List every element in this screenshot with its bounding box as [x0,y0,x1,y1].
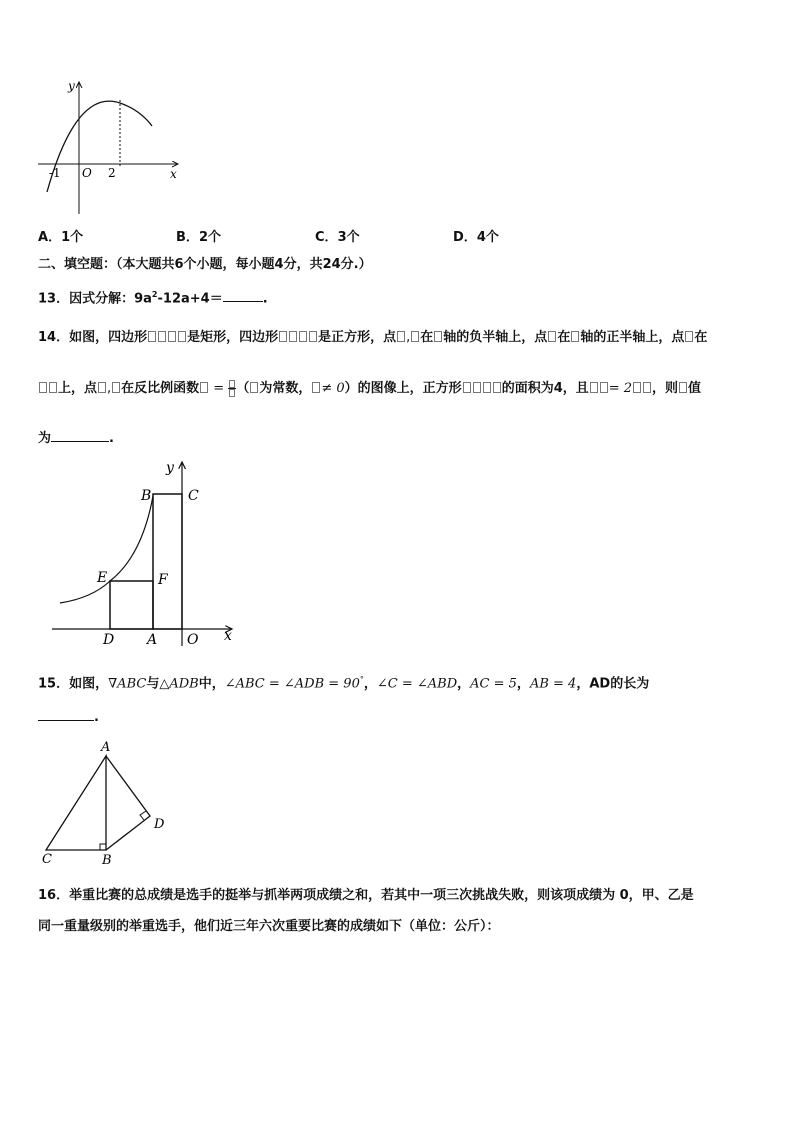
label-d: D [103,632,115,648]
x-axis-label: x [224,628,232,644]
option-a: A．1个 [38,230,84,245]
question-14-line2: 上，点 , 在反比例函数 = （ 为常数， ≠ 0）的图像上，正方形 的面积为4，且 = 2 ，则 值 [38,380,701,398]
answer-blank [38,707,94,721]
option-c: C．3个 [315,230,360,245]
question-14-line1: 14．如图，四边形 是矩形，四边形 是正方形，点 , 在 轴的负半轴上，点 在 轴的正半轴上，点 在 [38,330,708,345]
question-14-line3: 为 . [38,428,114,448]
rectangle-abco [153,494,182,629]
question-15-line1: 15．如图，∇ABC与△ADB中，∠ABC = ∠ADB = 90°，∠C = ∠ABD，AC = 5，AB = 4，AD的长为 [38,675,650,692]
tick-label-2: 2 [108,166,116,180]
origin-label: O [82,166,92,180]
label-b: B [141,488,152,504]
label-c: C [188,488,199,504]
label-c: C [42,852,52,867]
right-angle-d [140,811,146,820]
x-axis-label: x [170,167,177,181]
option-d: D．4个 [453,230,499,245]
q12-parabola-figure [32,74,192,224]
square-daef [110,581,153,629]
question-16-line2: 同一重量级别的举重选手，他们近三年六次重要比赛的成绩如下（单位：公斤）： [38,919,500,934]
q15-triangle-figure [36,736,176,868]
tick-label-neg1: -1 [49,166,61,180]
answer-blank [51,428,109,442]
label-d: D [154,817,165,832]
option-b: B．2个 [176,230,221,245]
hyperbola-curve [60,496,153,603]
label-f: F [158,572,168,588]
y-axis-label: y [68,79,75,93]
label-a: A [101,740,111,755]
q14-figure [52,458,242,648]
label-e: E [97,570,108,586]
answer-blank [223,288,263,302]
triangle-abc [46,756,106,850]
label-o: O [187,632,199,648]
triangle-adb [106,756,150,850]
question-15-line2: . [38,707,99,727]
label-a: A [147,632,158,648]
question-13: 13．因式分解：$9a^2-12a+4=$ . [38,290,268,307]
parabola-curve [47,101,152,192]
y-axis-label: y [166,460,174,476]
question-16-line1: 16．举重比赛的总成绩是选手的挺举与抓举两项成绩之和，若其中一项三次挑战失败，则该项成绩为 0，甲、乙是 [38,888,694,903]
label-b: B [102,853,112,868]
right-angle-b [100,844,106,850]
section-title: 二、填空题：（本大题共6个小题，每小题4分，共24分.） [38,257,372,272]
